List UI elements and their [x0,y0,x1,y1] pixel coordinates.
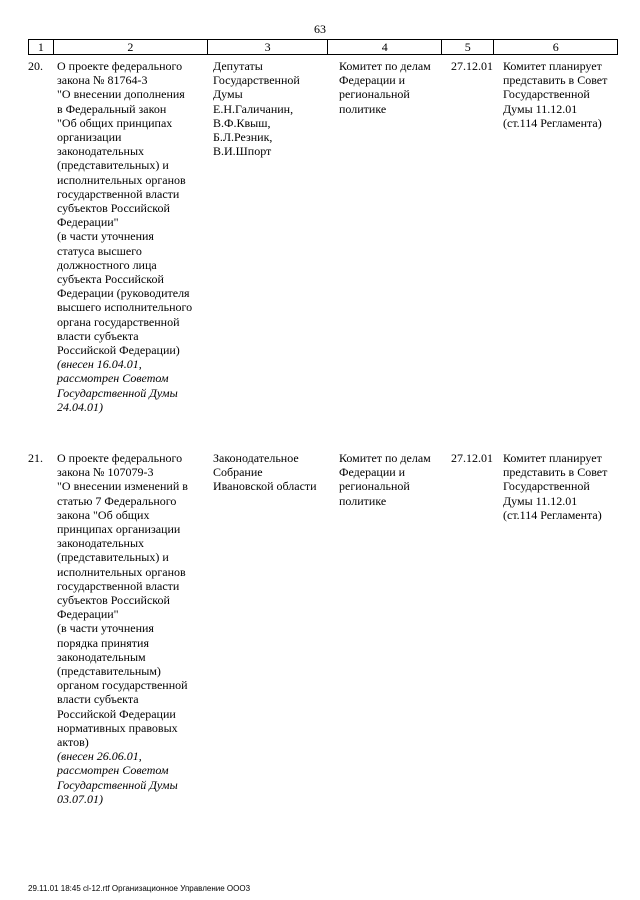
text-line: (представительных) и [57,158,169,173]
text-line: (в части уточнения [57,229,154,244]
status-line: (внесен 16.04.01, [57,357,142,372]
text-line: законодательным [57,649,146,664]
text-line: (в части уточнения [57,621,154,636]
bill-title [57,451,207,806]
status-line: 24.04.01) [57,399,103,414]
page-number: 63 [314,22,326,36]
committee-note [503,451,618,522]
status-line: (внесен 26.06.01, [57,749,142,764]
text-line: закона № 81764-3 [57,73,148,88]
review-date: 27.12.01 [451,451,493,465]
text-line: (ст.114 Регламента) [503,115,602,130]
text-line: органом государственной [57,678,188,693]
column-number-1: 1 [29,40,54,55]
text-line: органа государственной [57,314,180,329]
review-date: 27.12.01 [451,59,493,73]
column-number-5: 5 [442,40,494,55]
text-line: власти субъекта [57,692,139,707]
text-line: "О внесении дополнения [57,87,185,102]
text-line: Ивановской области [213,479,317,494]
text-line: Комитет планирует [503,451,602,465]
text-line: Российской Федерации) [57,343,180,358]
text-line: законодательных [57,536,144,551]
text-line: организации [57,130,122,145]
text-line: Федерации и [339,465,406,480]
text-line: исполнительных органов [57,564,186,579]
status-line: 03.07.01) [57,791,103,806]
text-line: субъектов Российской [57,593,170,608]
text-line: Федерации и [339,73,406,88]
text-line: О проекте федерального [57,59,183,73]
text-line: субъекта Российской [57,272,164,287]
text-line: (ст.114 Регламента) [503,507,602,522]
text-line: субъектов Российской [57,201,170,216]
text-line: Федерации" [57,215,119,230]
status-line: рассмотрен Советом [57,763,169,778]
text-line: "О внесении изменений в [57,479,188,494]
bill-author [213,451,328,494]
text-line: О проекте федерального [57,451,183,465]
responsible-committee [339,451,447,508]
text-line: В.И.Шпорт [213,144,272,159]
bill-author [213,59,328,158]
text-line: государственной власти [57,186,180,201]
status-line: Государственной Думы [57,385,178,400]
text-line: принципах организации [57,522,181,537]
text-line: закона "Об общих [57,507,150,522]
text-line: Комитет по делам [339,59,431,73]
text-line: актов) [57,735,89,750]
text-line: Государственной [213,73,300,88]
column-number-4: 4 [328,40,442,55]
text-line: региональной [339,87,410,102]
text-line: Законодательное [213,451,299,465]
text-line: региональной [339,479,410,494]
bill-title [57,59,207,414]
text-line: представить в Совет [503,73,608,88]
text-line: (представительным) [57,664,161,679]
text-line: Думы 11.12.01 [503,493,578,508]
text-line: статью 7 Федерального [57,493,177,508]
text-line: Думы 11.12.01 [503,101,578,116]
text-line: "Об общих принципах [57,115,173,130]
text-line: Государственной [503,87,590,102]
text-line: государственной власти [57,578,180,593]
column-number-3: 3 [207,40,328,55]
document-footer: 29.11.01 18:45 cl-12.rtf Организационное Управление ООО3 [28,884,251,893]
column-header-row [28,39,618,55]
responsible-committee [339,59,447,116]
entry-number: 20. [28,59,43,73]
text-line: В.Ф.Квыш, [213,115,271,130]
text-line: законодательных [57,144,144,159]
text-line: Федерации" [57,607,119,622]
text-line: порядка принятия [57,635,149,650]
text-line: Собрание [213,465,263,480]
text-line: представить в Совет [503,465,608,480]
text-line: политике [339,493,387,508]
text-line: высшего исполнительного [57,300,193,315]
entry-number: 21. [28,451,43,465]
column-number-2: 2 [53,40,207,55]
text-line: Б.Л.Резник, [213,130,273,145]
text-line: Государственной [503,479,590,494]
text-line: Думы [213,87,243,102]
text-line: Федерации (руководителя [57,286,190,301]
column-number-6: 6 [494,40,618,55]
text-line: Е.Н.Галичанин, [213,101,294,116]
text-line: нормативных правовых [57,720,178,735]
text-line: должностного лица [57,257,157,272]
text-line: Депутаты [213,59,263,73]
text-line: статуса высшего [57,243,142,258]
text-line: политике [339,101,387,116]
committee-note [503,59,618,130]
status-line: рассмотрен Советом [57,371,169,386]
text-line: в Федеральный закон [57,101,167,116]
text-line: власти субъекта [57,328,139,343]
text-line: исполнительных органов [57,172,186,187]
text-line: (представительных) и [57,550,169,565]
text-line: Комитет планирует [503,59,602,73]
text-line: Комитет по делам [339,451,431,465]
text-line: Российской Федерации [57,706,176,721]
text-line: закона № 107079-3 [57,465,154,480]
status-line: Государственной Думы [57,777,178,792]
